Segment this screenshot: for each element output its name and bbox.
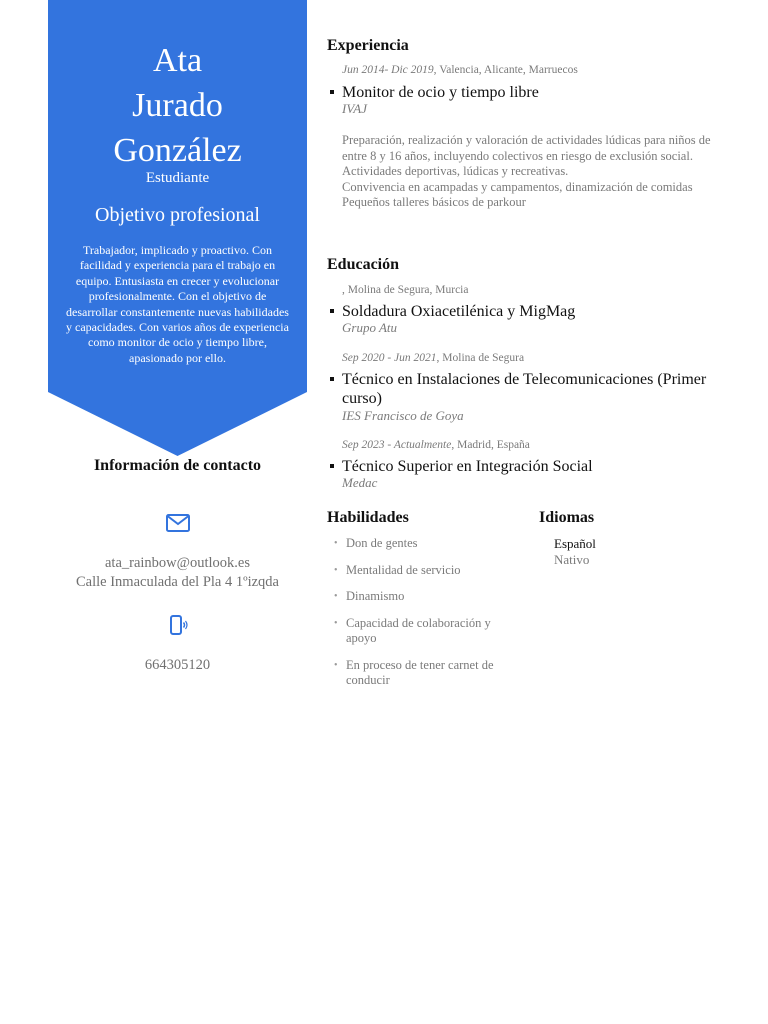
contact-address: Calle Inmaculada del Pla 4 1ºizqda [76,574,279,590]
experience-description [342,133,727,211]
education-date-line [342,284,468,296]
education-degree-text: Técnico Superior en Integración Social [342,458,593,475]
skill-item: • Dinamismo [332,589,522,605]
skills-list [332,536,522,700]
education-location: , Molina de Segura, Murcia [342,284,469,296]
education-title: Educación [327,256,400,273]
bullet-icon [330,90,334,94]
education-degree [342,302,732,321]
experience-desc-line: Preparación, realización y valoración de actividades lúdicas para niños de entre 8 y 16 años, incluyendo colectivos en riesgo de exclusión social. [342,133,711,163]
name-line-second: Jurado [132,87,223,124]
education-degree-text: Soldadura Oxiacetilénica y MigMag [342,303,576,320]
skill-item: • En proceso de tener carnet de conducir [332,658,522,689]
education-date-line [342,352,524,364]
experience-position [342,83,732,102]
bullet-icon [330,309,334,313]
experience-position-text: Monitor de ocio y tiempo libre [342,84,539,101]
experience-location: , Valencia, Alicante, Marruecos [433,64,578,76]
education-school: Medac [342,475,378,490]
experience-org: IVAJ [342,101,368,116]
experience-desc-line: Actividades deportivas, lúdicas y recreativas. [342,164,569,178]
education-location: , Molina de Segura [436,352,525,364]
mobile-phone-icon [167,614,189,636]
experience-title: Experiencia [327,37,409,54]
experience-date-line [342,64,578,76]
language-name: Español [554,536,596,551]
contact-email[interactable]: ata_rainbow@outlook.es [104,555,251,571]
education-degree [342,457,732,476]
objective-text: Trabajador, implicado y proactivo. Con facilidad y experiencia para el trabajo en equipo. Entusiasta en crecer y evolucionar profesionalmente. Con el objetivo de desarrollar constantemente nuevas habilidades y capacidades. Con varios años de experiencia como monitor de ocio y tiempo libre, apasionado por ello. [66,243,289,365]
education-degree-text: Técnico en Instalaciones de Telecomunicaciones (Primer curso) [342,371,707,407]
skill-item: • Capacidad de colaboración y apoyo [332,616,522,647]
education-school: IES Francisco de Goya [342,408,464,423]
languages-title: Idiomas [539,509,595,526]
name-line-first: Ata [152,42,203,79]
experience-desc-line: Pequeños talleres básicos de parkour [342,195,526,209]
bullet-icon [330,464,334,468]
education-school: Grupo Atu [342,320,398,335]
objective-title: Objetivo profesional [95,204,260,226]
language-level: Nativo [554,552,590,567]
education-degree [342,370,722,408]
phone-icon-wrap [48,614,307,641]
education-date: Sep 2023 - Actualmente [342,439,452,451]
candidate-name [48,38,307,173]
candidate-role: Estudiante [145,170,210,186]
education-date: Sep 2020 - Jun 2021 [342,352,437,364]
skill-item: • Mentalidad de servicio [332,563,522,579]
education-location: , Madrid, España [451,439,530,451]
skills-title: Habilidades [327,509,409,526]
bullet-icon [330,377,334,381]
education-date-line [342,439,530,451]
skill-item: • Don de gentes [332,536,522,552]
experience-date: Jun 2014- Dic 2019 [342,64,434,76]
contact-phone[interactable]: 664305120 [144,657,211,673]
email-icon-wrap [48,513,307,538]
experience-desc-line: Convivencia en acampadas y campamentos, dinamización de comidas [342,179,693,194]
name-line-third: González [113,132,242,169]
contact-title: Información de contacto [93,457,262,474]
envelope-icon [165,513,191,533]
